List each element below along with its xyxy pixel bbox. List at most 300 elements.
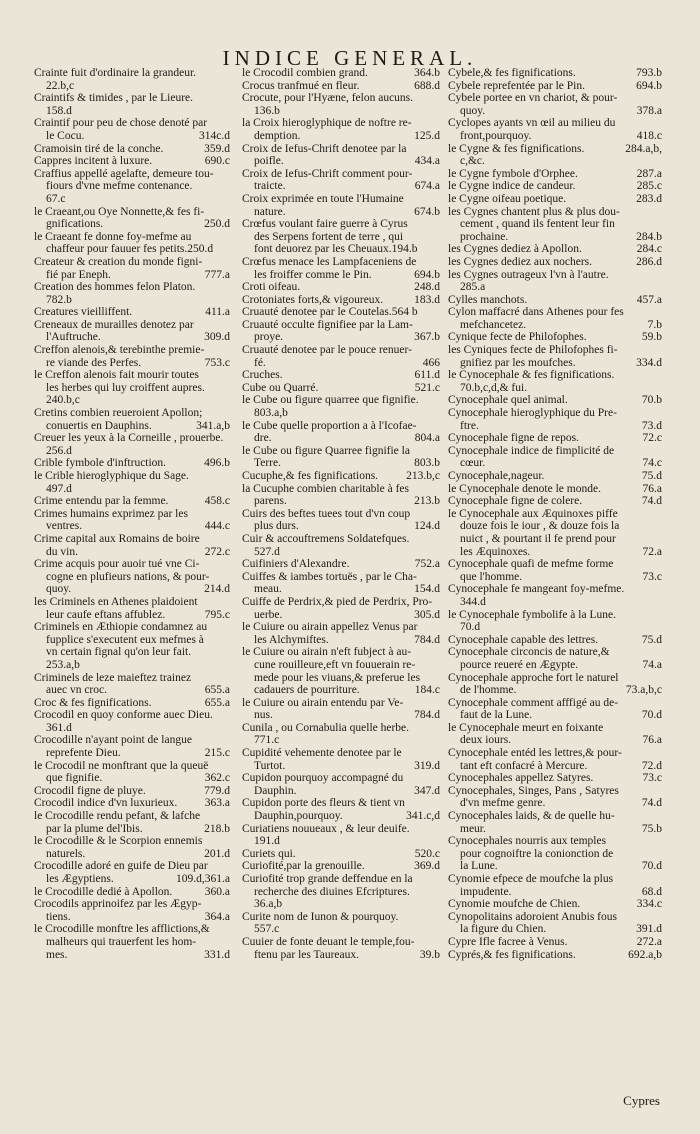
index-entry (34, 898, 230, 911)
index-entry (242, 155, 440, 168)
entry-reference: 272.a (636, 935, 662, 948)
entry-reference: 70.d (641, 709, 662, 722)
entry-text: que l'homme. (460, 570, 523, 583)
entry-text: le Crocodille & le Scorpion ennemis (34, 835, 203, 848)
index-entry (448, 533, 662, 546)
index-entry (448, 331, 662, 344)
entry-text: le Crocodil ne monftrant que la queuë (34, 759, 209, 772)
entry-reference: 694.b (414, 268, 440, 281)
index-entry (242, 357, 440, 370)
index-entry (448, 936, 662, 949)
entry-text: le Cynocephale & fes fignifications. (448, 369, 615, 382)
entry-reference: 284.a,b, (625, 142, 662, 155)
entry-text: que fignifie. (46, 772, 103, 785)
index-entry (34, 797, 230, 810)
entry-text: Cupidon pourquoy accompagné du (242, 772, 404, 785)
entry-text: Turtot. (254, 759, 286, 772)
index-entry (448, 168, 662, 181)
entry-text: le Cynocephale fymbolife à la Lune. (448, 608, 616, 621)
entry-text: gnifiez par les moufches. (460, 356, 576, 369)
entry-reference: 444.c (204, 520, 230, 533)
entry-reference: 75.d (641, 633, 662, 646)
index-entry (34, 130, 230, 143)
entry-reference: 347.d (414, 784, 440, 797)
entry-text: 70.d (460, 621, 481, 634)
entry-reference: 458.c (204, 495, 230, 508)
entry-text: Cynomie moufche de Chien. (448, 898, 581, 911)
entry-text: d'vn mefme genre. (460, 797, 546, 810)
entry-reference: 73.a,b,c (625, 684, 662, 697)
index-entry (242, 722, 440, 735)
index-entry (242, 269, 440, 282)
entry-text: cement , quand ils fentent leur fin (460, 218, 615, 231)
entry-reference: 411.a (205, 306, 230, 319)
entry-reference: 73.c (642, 772, 662, 785)
entry-text: Cynocephales nourris aux temples (448, 835, 607, 848)
entry-reference: 803.b (414, 457, 440, 470)
index-entry (242, 243, 440, 256)
entry-reference: 154.d (414, 583, 440, 596)
index-entry (448, 92, 662, 105)
entry-text: le Cuiure ou airain n'eft fubject à au- (242, 646, 412, 659)
entry-reference: 457.a (636, 293, 662, 306)
entry-text: quoy. (460, 104, 486, 117)
entry-text: fupplice s'executent eux mefmes à (46, 633, 204, 646)
index-entry (34, 155, 230, 168)
entry-text: les froiffer comme le Pin. (254, 268, 372, 281)
index-entry (242, 508, 440, 521)
entry-reference: 75.b (641, 822, 662, 835)
entry-text: 285.a (460, 281, 486, 294)
index-entry (242, 92, 440, 105)
index-entry (34, 583, 230, 596)
entry-text: Cyprés,& fes fignifications. (448, 948, 576, 961)
entry-reference: 272.c (204, 545, 230, 558)
entry-text: le Craeant,ou Oye Nonnette,& fes fi- (34, 205, 205, 218)
index-entry (242, 445, 440, 458)
entry-text: les Cygnes chantent plus & plus dou- (448, 205, 620, 218)
index-entry (448, 835, 662, 848)
entry-text: le Crocodille dedié à Apollon. (34, 885, 173, 898)
entry-reference: 779.d (204, 784, 230, 797)
entry-text: proye. (254, 331, 284, 344)
entry-reference: 784.d (414, 709, 440, 722)
index-entry (34, 394, 230, 407)
index-entry (34, 823, 230, 836)
index-entry (448, 80, 662, 93)
entry-text: Cruauté occulte fignifiee par la Lam- (242, 318, 413, 331)
entry-reference: 284.b (636, 230, 662, 243)
entry-text: 361.d (46, 721, 72, 734)
entry-text: le Cygne oifeau poetique. (448, 192, 567, 205)
entry-text: Cynocephale circoncis de nature,& (448, 646, 610, 659)
entry-text: Cypre Ifle facree à Venus. (448, 935, 568, 948)
entry-reference: 520.c (414, 847, 440, 860)
entry-text: leur caufe eftans affublez. (46, 608, 166, 621)
index-entry (242, 319, 440, 332)
entry-text: Cynomie efpece de moufche la plus (448, 873, 614, 885)
entry-text: fé. (254, 356, 266, 369)
index-entry (242, 256, 440, 269)
entry-reference: 369.d (414, 860, 440, 873)
entry-text: Crœfus menace les Lampfaceniens de (242, 255, 417, 268)
entry-text: Cynocephale fe mangeant foy-mefme. (448, 583, 625, 596)
index-entry (242, 369, 440, 382)
entry-text: le Cuiure ou airain appellez Venus par (242, 621, 418, 634)
entry-reference: 434.a (414, 155, 440, 168)
entry-text: mede pour les viuans,& preferue les (254, 671, 421, 684)
entry-reference: 694.b (636, 79, 662, 92)
index-entry (34, 760, 230, 773)
index-entry (34, 772, 230, 785)
entry-text: re viande des Perfes. (46, 356, 142, 369)
index-entry (34, 483, 230, 496)
index-entry (34, 508, 230, 521)
entry-reference: 655.a (204, 684, 230, 697)
entry-reference: 73.d (641, 419, 662, 432)
index-entry (34, 697, 230, 710)
index-entry (34, 520, 230, 533)
index-entry (242, 583, 440, 596)
index-entry (448, 294, 662, 307)
entry-text: Crocodils apprinoifez par les Ægyp- (34, 898, 202, 911)
index-entry (34, 369, 230, 382)
index-entry (448, 596, 662, 609)
entry-text: Curiatiens nouueaux , & leur deuife. (242, 822, 410, 835)
index-entry (448, 130, 662, 143)
index-entry (34, 810, 230, 823)
entry-text: Cupidon porte des fleurs & tient vn (242, 797, 405, 810)
entry-text: Crocute, pour l'Hyæne, felon aucuns. (242, 92, 414, 105)
entry-text: les Cyniques fecte de Philofophes fi- (448, 344, 618, 357)
entry-text: conuertis en Dauphins. (46, 419, 152, 432)
entry-reference: 795.c (204, 608, 230, 621)
index-entry (242, 697, 440, 710)
index-entry (242, 457, 440, 470)
entry-text: Cynocephale,nageur. (448, 470, 545, 482)
entry-text: Crainte fuit d'ordinaire la grandeur. (34, 67, 197, 79)
entry-text: les herbes qui luy croiffent aupres. (46, 381, 205, 394)
index-entry (242, 231, 440, 244)
index-entry (34, 609, 230, 622)
index-entry (448, 684, 662, 697)
index-entry (448, 357, 662, 370)
index-entry (448, 646, 662, 659)
entry-reference: 76.a (642, 734, 662, 747)
index-entry (448, 344, 662, 357)
entry-reference: 184.c (414, 684, 440, 697)
entry-reference: 360.a (204, 885, 230, 898)
entry-reference: 74.c (642, 457, 662, 470)
entry-text: les Cygnes dediez aux nochers. (448, 255, 593, 268)
index-entry (448, 206, 662, 219)
entry-text: 191.d (254, 835, 280, 848)
entry-text: Cynocephales, Singes, Pans , Satyres (448, 784, 619, 797)
entry-reference: 378.a (636, 104, 662, 117)
index-entry (242, 571, 440, 584)
entry-text: Creffon alenois,& terebinthe premie- (34, 344, 205, 357)
entry-text: Craffius appellé agelafte, demeure tou- (34, 167, 214, 180)
index-entry (34, 80, 230, 93)
index-entry (34, 911, 230, 924)
index-entry (448, 105, 662, 118)
entry-text: mefchancetez. (460, 318, 527, 331)
index-entry (448, 785, 662, 798)
index-entry (242, 886, 440, 899)
entry-text: deux iours. (460, 734, 512, 747)
index-entry (34, 886, 230, 899)
index-entry (242, 772, 440, 785)
index-entry (242, 558, 440, 571)
entry-text: Cappres incitent à luxure. (34, 155, 153, 168)
entry-text: Crotoniates forts,& vigoureux. (242, 293, 384, 306)
entry-text: 527.d (254, 545, 280, 558)
entry-text: front,pourquoy. (460, 129, 532, 142)
entry-text: cœur. (460, 457, 486, 470)
index-entry (242, 168, 440, 181)
entry-text: 344.d (460, 595, 486, 608)
index-entry (242, 659, 440, 672)
entry-reference: 124.d (414, 520, 440, 533)
entry-text: Curite nom de Iunon & pourquoy. (242, 910, 399, 923)
index-entry (448, 760, 662, 773)
entry-text: Craintif pour peu de chose denoté par (34, 117, 208, 130)
index-entry (448, 193, 662, 206)
entry-text: le Cygne indice de candeur. (448, 180, 576, 193)
index-entry (34, 785, 230, 798)
entry-reference: 752.a (414, 558, 440, 571)
entry-text: Curiofité,par la grenouille. (242, 860, 365, 873)
entry-text: meur. (460, 822, 486, 835)
index-entry (242, 949, 440, 962)
entry-text: 240.b,c (46, 394, 80, 407)
index-entry (34, 306, 230, 319)
index-entry (34, 709, 230, 722)
entry-reference: 72.d (641, 759, 662, 772)
index-entry (448, 407, 662, 420)
entry-text: Creatures vieilliffent. (34, 306, 133, 319)
entry-text: Cylles manchots. (448, 293, 528, 306)
index-entry (242, 923, 440, 936)
entry-text: Creneaux de murailles denotez par (34, 318, 194, 331)
index-entry (448, 432, 662, 445)
entry-text: Cruches. (242, 369, 283, 382)
entry-text: Dauphin. (254, 784, 297, 797)
entry-text: Cybele reprefentée par le Pin. (448, 79, 585, 92)
index-entry (34, 319, 230, 332)
index-entry (242, 646, 440, 659)
entry-reference: 286.d (636, 255, 662, 268)
entry-text: Cynocephale quafi de mefme forme (448, 558, 614, 571)
entry-text: faut de la Lune. (460, 709, 533, 722)
entry-text: le Cube quelle proportion a à l'Icofae- (242, 419, 417, 432)
index-entry (448, 558, 662, 571)
index-entry (34, 180, 230, 193)
entry-text: naturels. (46, 847, 86, 860)
index-entry (34, 634, 230, 647)
index-entry (242, 382, 440, 395)
entry-reference: 692.a,b (628, 948, 662, 961)
entry-reference: 70.b (641, 394, 662, 407)
entry-text: l'Auftruche. (46, 331, 101, 344)
entry-text: 557.c (254, 923, 280, 936)
index-entry (242, 911, 440, 924)
entry-text: les Alchymiftes. (254, 633, 329, 646)
entry-text: Cynocephale hieroglyphique du Pre- (448, 407, 617, 420)
entry-reference: 690.c (204, 155, 230, 168)
entry-text: Crocus tranfmué en fleur. (242, 79, 360, 92)
entry-text: de l'homme. (460, 684, 517, 697)
entry-text: nus. (254, 709, 273, 722)
index-entry (242, 596, 440, 609)
index-entry (448, 281, 662, 294)
index-entry (448, 231, 662, 244)
entry-text: le Crocodille rendu pefant, & lafche (34, 810, 201, 823)
entry-reference: 784.d (414, 633, 440, 646)
entry-text: cadauers de pourriture. (254, 684, 360, 697)
entry-text: pour cognoiftre la conionction de (460, 847, 614, 860)
entry-text: poifle. (254, 155, 284, 168)
page-title: INDICE GENERAL. (222, 46, 478, 70)
entry-text: Curiofité trop grande deffendue en la (242, 873, 413, 885)
index-entry (242, 797, 440, 810)
index-entry (242, 848, 440, 861)
index-entry (34, 949, 230, 962)
index-entry (34, 835, 230, 848)
entry-text: Cylon maffacré dans Athenes pour fes (448, 306, 624, 319)
index-entry (242, 684, 440, 697)
entry-text: Croc & fes fignifications. (34, 696, 152, 709)
index-entry (242, 117, 440, 130)
entry-text: Cynique fecte de Philofophes. (448, 331, 587, 344)
entry-reference: 305.d (414, 608, 440, 621)
index-entry (242, 206, 440, 219)
index-entry (448, 621, 662, 634)
entry-text: vn certain fignal qu'on leur fait. (46, 646, 192, 659)
entry-text: la Cucuphe combien charitable à fes (242, 482, 409, 495)
column-1 (34, 67, 230, 961)
entry-reference: 73.c (642, 570, 662, 583)
entry-text: Croti oifeau. (242, 281, 301, 294)
entry-text: les Criminels en Athenes plaidoient (34, 595, 198, 608)
entry-text: Crime capital aux Romains de boire (34, 532, 200, 545)
entry-text: Cuiffes & iambes tortuës , par le Cha- (242, 570, 417, 583)
index-entry (448, 495, 662, 508)
index-entry (242, 193, 440, 206)
entry-reference: 804.a (414, 432, 440, 445)
entry-text: fiours d'vne mefme contenance. (46, 180, 193, 193)
entry-text: les Æquinoxes. (460, 545, 531, 558)
index-entry (34, 646, 230, 659)
entry-text: le Crible hieroglyphique du Sage. (34, 470, 189, 482)
entry-text: Cube ou Quarré. (242, 381, 319, 394)
index-entry (242, 483, 440, 496)
entry-text: nuict , & pourtant il fe prend pour (460, 532, 616, 545)
entry-reference: 109.d,361.a (176, 873, 230, 885)
index-entry (34, 331, 230, 344)
index-entry (242, 143, 440, 156)
index-entry (242, 609, 440, 622)
index-entry (448, 243, 662, 256)
index-entry (34, 659, 230, 672)
index-entry (448, 470, 662, 483)
index-entry (34, 256, 230, 269)
index-entry (34, 936, 230, 949)
entry-text: reprefente Dieu. (46, 747, 121, 760)
entry-text: la Lune. (460, 860, 498, 873)
index-entry (242, 634, 440, 647)
index-entry (242, 835, 440, 848)
entry-reference: 314c.d (199, 129, 230, 142)
index-entry (242, 936, 440, 949)
index-entry (242, 495, 440, 508)
entry-text: Crocodil en quoy conforme auec Dieu. (34, 709, 213, 722)
index-entry (34, 571, 230, 584)
entry-text: Cuifiniers d'Alexandre. (242, 558, 350, 571)
entry-text: tiens. (46, 910, 71, 923)
entry-text: 256.d (46, 444, 72, 457)
index-entry (448, 747, 662, 760)
index-entry (448, 445, 662, 458)
entry-text: Cynopolitains adoroient Anubis fous (448, 910, 617, 923)
index-entry (242, 734, 440, 747)
entry-text: le Cuiure ou airain entendu par Ve- (242, 696, 404, 709)
index-entry (448, 886, 662, 899)
index-entry (34, 546, 230, 559)
entry-reference: 362.c (204, 772, 230, 785)
column-2 (242, 67, 440, 961)
entry-reference: 334.d (636, 356, 662, 369)
entry-text: Terre. (254, 457, 281, 470)
entry-text: Cynocephales laids, & de quelle hu- (448, 810, 615, 823)
entry-text: le Cynocephale denote le monde. (448, 482, 601, 495)
entry-text: Cynocephale figne de repos. (448, 432, 579, 445)
entry-text: Cynocephale indice de fimplicité de (448, 444, 615, 457)
entry-text: le Cube ou figure Quarree fignifie la (242, 444, 410, 457)
entry-reference: 68.d (641, 885, 662, 898)
index-entry (34, 344, 230, 357)
entry-text: pource reueré en Ægypte. (460, 658, 579, 671)
entry-text: le Cynocephale meurt en foixante (448, 721, 604, 734)
entry-text: le Cynocephale aux Æquinoxes piffe (448, 507, 618, 520)
entry-text: mes. (46, 948, 68, 961)
index-entry (242, 180, 440, 193)
index-entry (242, 344, 440, 357)
index-entry (242, 281, 440, 294)
entry-text: Cynocephales appellez Satyres. (448, 772, 594, 785)
entry-text: Croix exprimée en toute l'Humaine (242, 192, 404, 205)
index-entry (34, 747, 230, 760)
index-entry (242, 218, 440, 231)
index-entry (242, 546, 440, 559)
entry-text: Crocodille adoré en guife de Dieu par (34, 860, 208, 873)
entry-text: ftre. (460, 419, 479, 432)
index-entry (242, 67, 440, 80)
entry-reference: 418.c (636, 129, 662, 142)
entry-text: Cuir & accouftremens Soldatefques. (242, 532, 410, 545)
index-entry (242, 432, 440, 445)
entry-text: Cynocephale comment afffigé au de- (448, 696, 619, 709)
index-entry (448, 734, 662, 747)
index-entry (34, 558, 230, 571)
entry-text: du vin. (46, 545, 78, 558)
entry-text: Craintifs & timides , par le Lieure. (34, 92, 194, 105)
index-entry (242, 407, 440, 420)
entry-text: ftenu par les Taureaux. (254, 948, 359, 961)
entry-text: le Cube ou figure quarree que fignifie. (242, 394, 419, 407)
entry-reference: 250.d (204, 218, 230, 231)
entry-text: le Cocu. (46, 129, 85, 142)
